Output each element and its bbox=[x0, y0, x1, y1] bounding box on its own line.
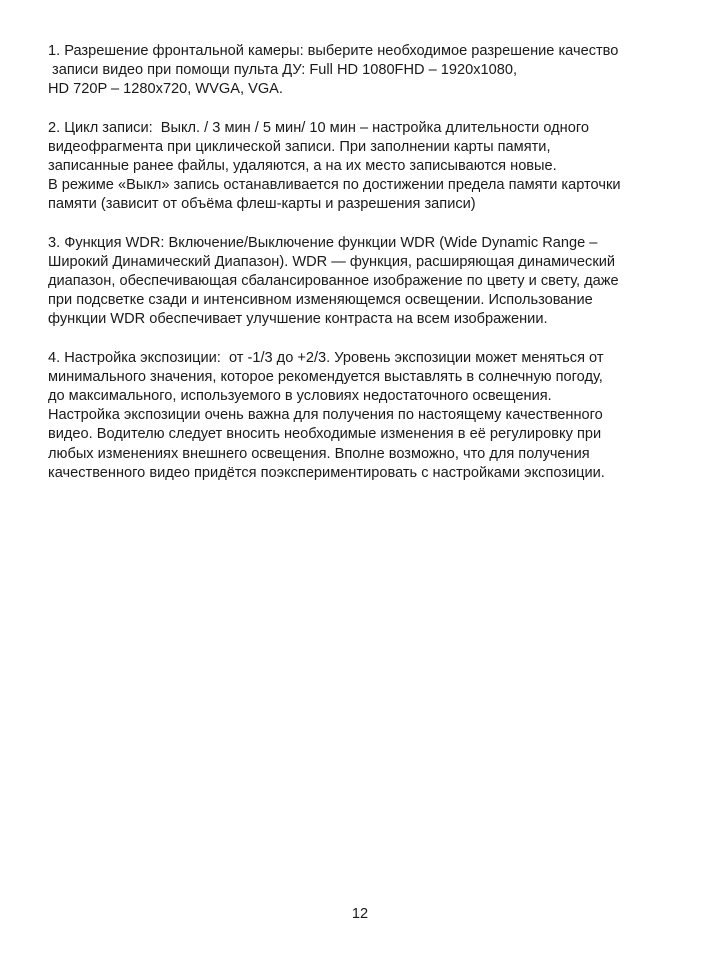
text-line: HD 720P – 1280x720, WVGA, VGA. bbox=[48, 81, 283, 98]
text-line: видеофрагмента при циклической записи. При заполнении карты памяти, bbox=[48, 138, 551, 155]
text-line: В режиме «Выкл» запись останавливается по достижении предела памяти карточки bbox=[48, 177, 621, 194]
page-number: 12 bbox=[351, 906, 369, 922]
text-line: записи видео при помощи пульта ДУ: Full HD 1080FHD – 1920x1080, bbox=[48, 62, 518, 79]
section-loop-recording bbox=[48, 119, 688, 215]
section-wdr-function bbox=[48, 234, 688, 330]
text-line: Широкий Динамический Диапазон). WDR — функция, расширяющая динамический bbox=[48, 253, 616, 270]
text-line: памяти (зависит от объёма флеш-карты и разрешения записи) bbox=[48, 196, 476, 213]
text-line: видео. Водителю следует вносить необходимые изменения в её регулировку при bbox=[48, 426, 602, 443]
text-line: минимального значения, которое рекомендуется выставлять в солнечную погоду, bbox=[48, 368, 603, 385]
page-content bbox=[48, 42, 688, 502]
text-line: 1. Разрешение фронтальной камеры: выберите необходимое разрешение качество bbox=[48, 43, 619, 59]
text-line: качественного видео придётся поэкспериментировать с настройками экспозиции. bbox=[48, 464, 605, 481]
text-line: диапазон, обеспечивающая сбалансированное изображение по цвету и свету, даже bbox=[48, 273, 619, 290]
text-line: Настройка экспозиции очень важна для получения по настоящему качественного bbox=[48, 407, 603, 424]
text-line: записанные ранее файлы, удаляются, а на их место записываются новые. bbox=[48, 158, 557, 175]
section-front-camera-resolution bbox=[48, 42, 688, 100]
text-line: 3. Функция WDR: Включение/Выключение функции WDR (Wide Dynamic Range – bbox=[48, 234, 598, 251]
text-line: до максимального, используемого в условиях недостаточного освещения. bbox=[48, 388, 552, 405]
text-line: 2. Цикл записи: Выкл. / 3 мин / 5 мин/ 10 мин – настройка длительности одного bbox=[48, 119, 589, 136]
text-line: функции WDR обеспечивает улучшение контраста на всем изображении. bbox=[48, 311, 548, 328]
text-line: любых изменениях внешнего освещения. Вполне возможно, что для получения bbox=[48, 445, 590, 462]
text-line: при подсветке сзади и интенсивном изменяющемся освещении. Использование bbox=[48, 292, 593, 309]
text-line: 4. Настройка экспозиции: от -1/3 до +2/3. Уровень экспозиции может меняться от bbox=[48, 349, 604, 366]
section-exposure-setting bbox=[48, 349, 688, 483]
